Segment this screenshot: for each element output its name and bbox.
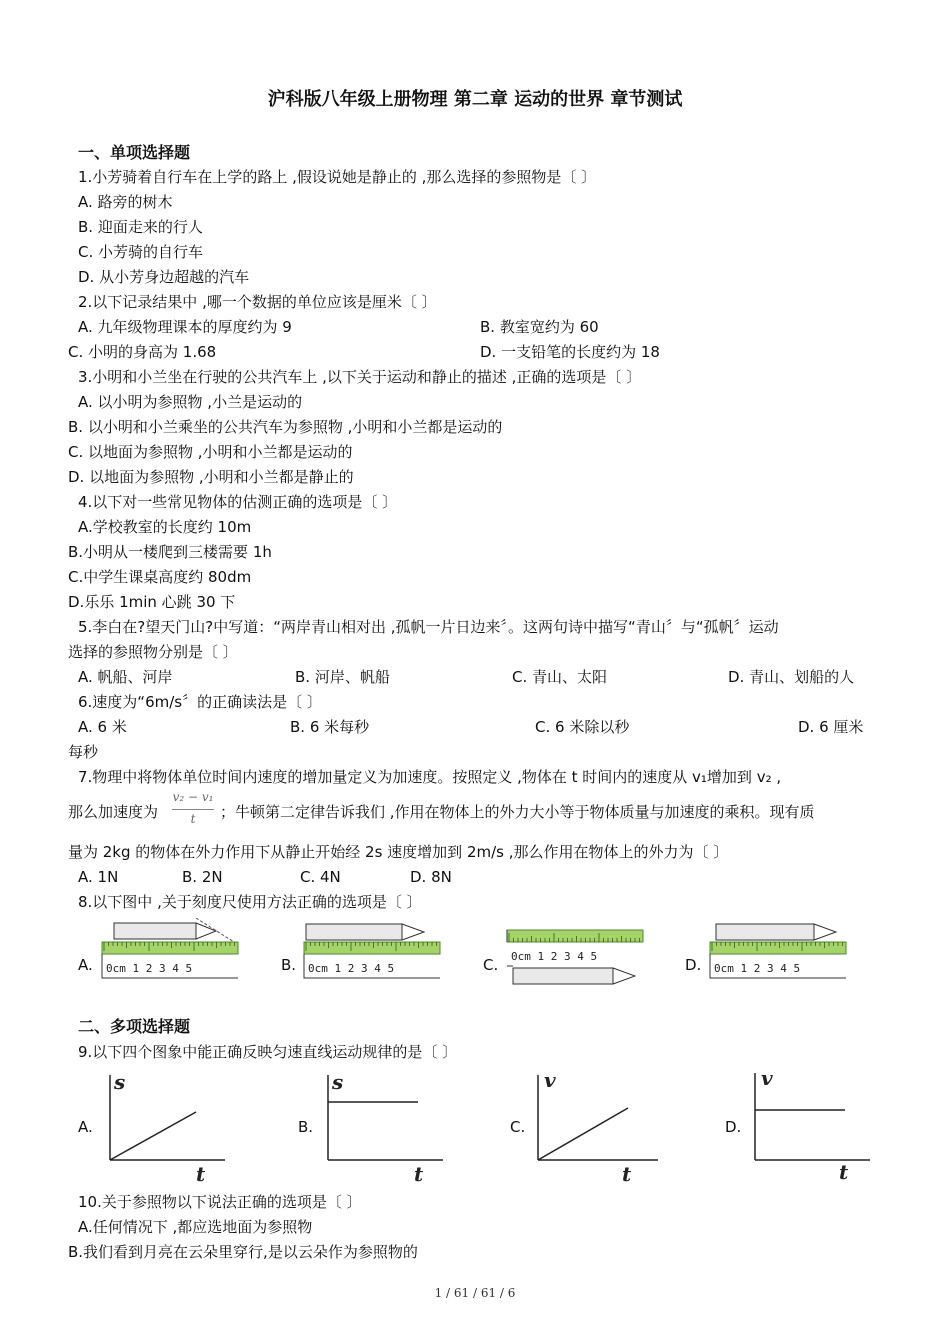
question-3-option-a: A. 以小明为参照物 ,小兰是运动的 [78,393,303,411]
question-6-option-d-continued: 每秒 [68,743,99,761]
ruler-figure-c [505,928,647,988]
pencil-body [306,924,402,940]
graph-b-s-t-flat [318,1065,448,1185]
question-5-option-d: D. 青山、划船的人 [728,668,855,686]
acceleration-formula [168,789,218,831]
question-4-option-c: C.中学生课桌高度约 80dm [68,568,252,586]
ruler-scale-strip [102,942,238,954]
question-1-option-b: B. 迎面走来的行人 [78,218,203,236]
pencil-tip [402,924,424,940]
ruler-scale-text: 0cm 1 2 3 4 5 [308,962,395,975]
question-6-stem: 6.速度为“6m/s〞的正确读法是〔 〕 [78,693,322,711]
question-2-stem: 2.以下记录结果中 ,哪一个数据的单位应该是厘米〔 〕 [78,293,437,311]
graph-line [538,1108,628,1160]
question-8-label-b: B. [281,956,297,974]
pencil-body [513,968,613,984]
page-title: 沪科版八年级上册物理 第二章 运动的世界 章节测试 [267,89,683,110]
question-7-line2-end: ；牛顿第二定律告诉我们 ,作用在物体上的外力大小等于物体质量与加速度的乘积。现有质 [220,803,815,821]
question-8-label-d: D. [685,956,702,974]
question-2-option-b: B. 教室宽约为 60 [480,318,599,336]
question-6-option-a: A. 6 米 [78,718,127,736]
question-7-option-a: A. 1N [78,868,119,886]
question-10-option-a: A.任何情况下 ,都应选地面为参照物 [78,1218,313,1236]
question-4-option-a: A.学校教室的长度约 10m [78,518,252,536]
graph-d-v-t-flat [745,1065,875,1185]
question-1-option-a: A. 路旁的树木 [78,193,173,211]
question-2-option-d: D. 一支铅笔的长度约为 18 [480,343,660,361]
fraction-bar [172,809,214,810]
graph-x-label: t [839,1160,849,1184]
question-10-stem: 10.关于参照物以下说法正确的选项是〔 〕 [78,1193,362,1211]
question-8-label-c: C. [483,956,499,974]
question-3-stem: 3.小明和小兰坐在行驶的公共汽车上 ,以下关于运动和静止的描述 ,正确的选项是〔 〕 [78,368,642,386]
question-1-option-d: D. 从小芳身边超越的汽车 [78,268,250,286]
graph-y-label: s [114,1070,126,1094]
question-7-option-c: C. 4N [300,868,341,886]
pencil-tip [613,968,635,984]
page-footer: 1 / 61 / 61 / 6 [434,1286,516,1300]
pencil-body [716,924,814,940]
question-1-stem: 1.小芳骑着自行车在上学的路上 ,假设说她是静止的 ,那么选择的参照物是〔 〕 [78,168,597,186]
graph-y-label: v [544,1068,556,1092]
question-4-stem: 4.以下对一些常见物体的估测正确的选项是〔 〕 [78,493,398,511]
question-6-option-c: C. 6 米除以秒 [535,718,630,736]
section-heading-single-choice: 一、单项选择题 [78,143,191,162]
question-6-option-d: D. 6 厘米 [798,718,864,736]
question-8-stem: 8.以下图中 ,关于刻度尺使用方法正确的选项是〔 〕 [78,893,422,911]
question-3-option-b: B. 以小明和小兰乘坐的公共汽车为参照物 ,小明和小兰都是运动的 [68,418,503,436]
question-7-line2-start: 那么加速度为 [68,803,159,821]
graph-a-s-t-rising [100,1065,230,1185]
formula-denominator: t [190,812,196,826]
question-8-label-a: A. [78,956,93,974]
question-4-option-b: B.小明从一楼爬到三楼需要 1h [68,543,272,561]
ruler-scale-strip [710,942,846,954]
graph-y-label: v [761,1066,773,1090]
question-5-stem-line2: 选择的参照物分别是〔 〕 [68,643,238,661]
question-6-option-b: B. 6 米每秒 [290,718,370,736]
question-2-option-c: C. 小明的身高为 1.68 [68,343,217,361]
question-7-option-b: B. 2N [182,868,223,886]
question-7-line3: 量为 2kg 的物体在外力作用下从静止开始经 2s 速度增加到 2m/s ,那么作用在物体上的外力为〔 〕 [68,843,729,861]
ruler-scale-text: 0cm 1 2 3 4 5 [714,962,801,975]
formula-numerator: v₂ − v₁ [172,790,214,804]
question-2-option-a: A. 九年级物理课本的厚度约为 9 [78,318,292,336]
ruler-scale-text: 0cm 1 2 3 4 5 [106,962,193,975]
graph-c-v-t-rising [528,1065,668,1185]
question-4-option-d: D.乐乐 1min 心跳 30 下 [68,593,236,611]
question-9-label-c: C. [510,1118,526,1136]
question-5-stem-line1: 5.李白在?望天门山?中写道：“两岸青山相对出 ,孤帆一片日边来〞。这两句诗中描写“青山〞与“孤帆〞运动 [78,618,779,636]
question-9-label-b: B. [298,1118,314,1136]
ruler-scale-text: 0cm 1 2 3 4 5 [511,950,598,963]
graph-x-label: t [622,1162,632,1185]
ruler-figure-b [302,920,444,982]
graph-y-label: s [332,1070,344,1094]
question-7-option-d: D. 8N [410,868,452,886]
question-7-line1: 7.物理中将物体单位时间内速度的增加量定义为加速度。按照定义 ,物体在 t 时间内的速度从 v₁增加到 v₂ , [78,768,782,786]
ruler-figure-a [100,918,242,980]
pencil-body [114,923,196,939]
question-3-option-d: D. 以地面为参照物 ,小明和小兰都是静止的 [68,468,354,486]
pencil-tip [814,924,836,940]
graph-x-label: t [414,1162,424,1185]
pencil-tip [196,923,216,939]
section-heading-multiple-choice: 二、多项选择题 [78,1017,191,1036]
question-1-option-c: C. 小芳骑的自行车 [78,243,204,261]
question-3-option-c: C. 以地面为参照物 ,小明和小兰都是运动的 [68,443,353,461]
question-9-label-a: A. [78,1118,93,1136]
question-5-option-c: C. 青山、太阳 [512,668,608,686]
question-5-option-a: A. 帆船、河岸 [78,668,173,686]
question-10-option-b: B.我们看到月亮在云朵里穿行,是以云朵作为参照物的 [68,1243,418,1261]
question-9-stem: 9.以下四个图象中能正确反映匀速直线运动规律的是〔 〕 [78,1043,458,1061]
question-5-option-b: B. 河岸、帆船 [295,668,390,686]
graph-x-label: t [196,1162,206,1185]
graph-line [110,1112,196,1160]
ruler-figure-d [708,920,850,982]
question-9-label-d: D. [725,1118,742,1136]
ruler-scale-strip [507,930,643,942]
